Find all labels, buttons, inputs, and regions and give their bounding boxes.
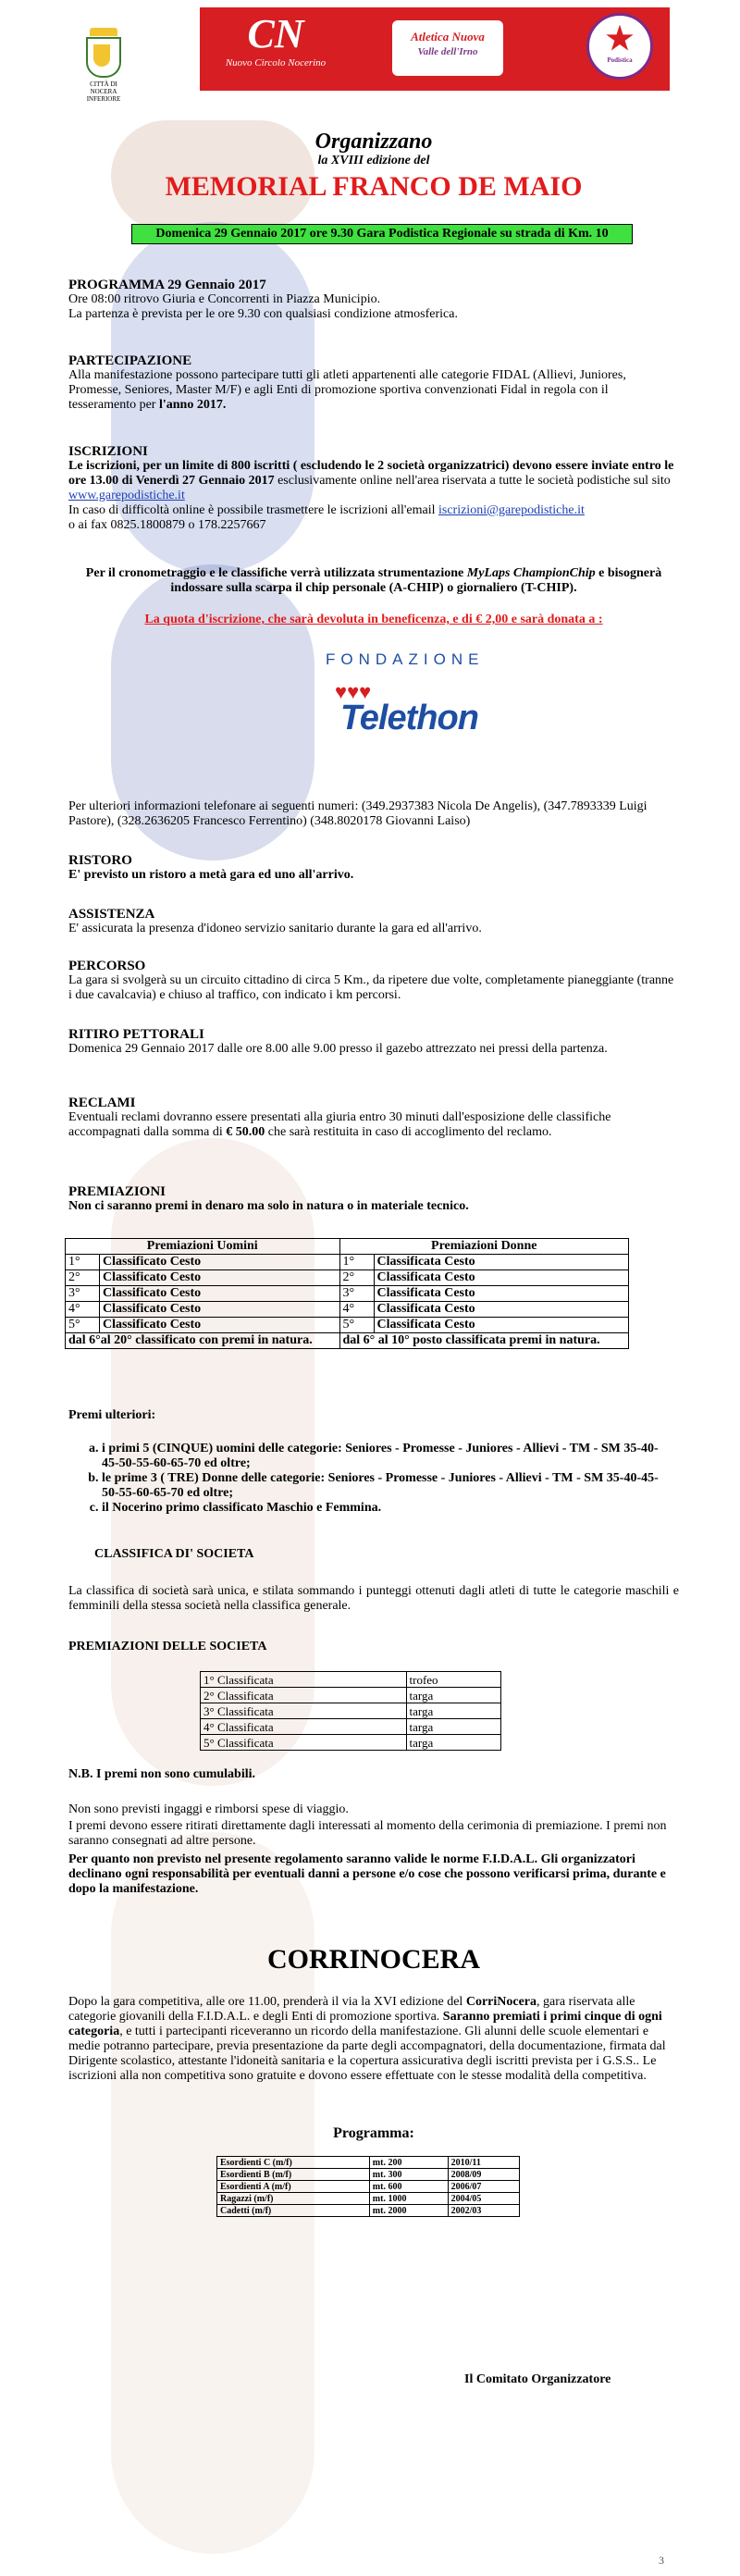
categoria: Esordienti A (m/f): [217, 2181, 370, 2193]
corrinocera-text: [68, 1995, 679, 2084]
reclami-text1: Eventuali reclami dovranno essere presentati alla giuria entro 30 minuti dall'esposizione delle classifiche accompagnati dalla somma di: [68, 1110, 611, 1139]
memorial-title: MEMORIAL FRANCO DE MAIO: [165, 171, 583, 202]
list-item: b. le prime 3 ( TRE) Donne delle categorie: Seniores - Promesse - Juniores - Allievi - TM - SM 35-40-45-50-55-60-65-70 ed oltre;: [102, 1471, 660, 1501]
programma-line2: La partenza è prevista per le ore 9.30 con qualsiasi condizione atmosferica.: [68, 307, 458, 321]
classifica-text: La classifica di società sarà unica, e stilata sommando i punteggi ottenuti dagli atleti di tutte le categorie maschili e femminili della stessa società nella classifica generale.: [68, 1584, 679, 1613]
list-item: a. i primi 5 (CINQUE) uomini delle categorie: Seniores - Promesse - Juniores - Allievi - TM - SM 35-40-45-50-55-60-65-70 ed oltre;: [102, 1442, 660, 1471]
ristoro-text: E' previsto un ristoro a metà gara ed uno all'arrivo.: [68, 868, 354, 882]
ritiro-heading: RITIRO PETTORALI: [68, 1027, 204, 1042]
iscrizioni-section: [68, 444, 679, 533]
distanza: mt. 1000: [369, 2193, 448, 2205]
table-row: [66, 1286, 629, 1302]
percorso-heading: PERCORSO: [68, 959, 146, 973]
corrinocera-title: CORRINOCERA: [266, 1944, 480, 1975]
distanza: mt. 200: [369, 2157, 448, 2169]
comune-name: CITTÀ DI NOCERA INFERIORE: [86, 80, 121, 103]
shield-icon: [86, 37, 121, 78]
pos-uomini: 4°: [66, 1302, 100, 1318]
pos-uomini: 5°: [66, 1318, 100, 1333]
reclami-section: [68, 1096, 679, 1140]
iscrizioni-text1: esclusivamente online nell'area riservata a tutte le società podistiche sul sito: [278, 474, 671, 488]
atletica-logo-line2: Valle dell'Irno: [417, 46, 478, 57]
categoria: Esordienti B (m/f): [217, 2169, 370, 2181]
table-row: [201, 1719, 501, 1735]
col-header-donne: Premiazioni Donne: [339, 1239, 629, 1255]
societa-pos: 2° Classificata: [201, 1688, 407, 1703]
partecipazione-text: Alla manifestazione possono partecipare tutti gli atleti appartenenti alle categorie FIDAL (Allievi, Juniores, Promesse, Seniores, Master M/F) e agli Enti di promozione sportiva convenzionati Fidal in regola con il tesseramento per: [68, 368, 626, 412]
iscrizioni-heading: ISCRIZIONI: [68, 444, 148, 459]
table-row: [66, 1318, 629, 1333]
programma-line1: Ore 08:00 ritrovo Giuria e Concorrenti in Piazza Municipio.: [68, 292, 381, 306]
partecipazione-year: l'anno 2017.: [158, 398, 227, 412]
quota-notice: La quota d'iscrizione, che sarà devoluta in beneficenza, e di € 2,00 e sarà donata a :: [144, 613, 603, 626]
partecipazione-section: [68, 353, 679, 413]
premi-natura-uomini: dal 6°al 20° classificato con premi in natura.: [66, 1333, 340, 1349]
premio-uomini: Classificato Cesto: [100, 1302, 340, 1318]
race-date-highlight: Domenica 29 Gennaio 2017 ore 9.30 Gara Podistica Regionale su strada di Km. 10: [131, 224, 633, 244]
contatti-text: Per ulteriori informazioni telefonare ai seguenti numeri: (349.2937383 Nicola De Angelis), (347.7893339 Luigi Pastore), (328.2636205 Francesco Ferrentino) (348.8020178 Giovanni Laiso): [68, 799, 648, 828]
categoria: Cadetti (m/f): [217, 2205, 370, 2217]
societa-pos: 3° Classificata: [201, 1703, 407, 1719]
comitato-signature: Il Comitato Organizzatore: [464, 2372, 611, 2386]
distanza: mt. 300: [369, 2169, 448, 2181]
cronometraggio-text1: Per il cronometraggio e le classifiche verrà utilizzata strumentazione: [85, 566, 464, 580]
note-text2: I premi devono essere ritirati direttamente dagli interessati al momento della cerimonia di premiazione. I premi non saranno consegnati ad altre persone.: [68, 1819, 667, 1848]
note-regolamento: Per quanto non previsto nel presente regolamento saranno valide le norme F.I.D.A.L. Gli organizzatori declinano ogni responsabilità per eventuali danni a persone e/o cose che possono verificarsi prima, durante e dopo la manifestazione.: [68, 1852, 666, 1896]
ritiro-section: [68, 1027, 679, 1057]
iscrizioni-deadline: Le iscrizioni, per un limite di 800 iscritti ( escludendo le 2 società organizzatrici) devono essere inviate entro le ore 13.00 di Venerdì 27 Gennaio 2017: [68, 459, 674, 488]
premio-donne: Classificata Cesto: [374, 1270, 629, 1286]
corrinocera-programma-table: [216, 2156, 520, 2217]
corrinocera-programma-heading: Programma:: [333, 2125, 414, 2141]
mylaps-brand: MyLaps ChampionChip: [466, 566, 596, 580]
programma-heading: PROGRAMMA 29 Gennaio 2017: [68, 278, 266, 292]
categoria: Ragazzi (m/f): [217, 2193, 370, 2205]
fondazione-label: FONDAZIONE: [326, 650, 485, 668]
organizzano-heading: Organizzano: [314, 130, 433, 154]
table-row: [217, 2157, 520, 2169]
table-row: [217, 2193, 520, 2205]
societa-pos: 1° Classificata: [201, 1672, 407, 1688]
club-logo: [211, 11, 340, 85]
garepodistiche-link[interactable]: www.garepodistiche.it: [68, 489, 185, 502]
col-header-uomini: Premiazioni Uomini: [66, 1239, 340, 1255]
atletica-logo: [392, 20, 503, 76]
ristoro-heading: RISTORO: [68, 853, 132, 868]
pos-uomini: 3°: [66, 1286, 100, 1302]
ristoro-section: [68, 853, 679, 883]
star-icon: ★: [605, 22, 635, 56]
societa-pos: 4° Classificata: [201, 1719, 407, 1735]
table-row: [201, 1703, 501, 1719]
anni: 2002/03: [448, 2205, 519, 2217]
nb-not-cumulabili: N.B. I premi non sono cumulabili.: [68, 1767, 256, 1781]
comune-crest: [81, 28, 126, 103]
premio-donne: Classificata Cesto: [374, 1286, 629, 1302]
podistica-logo: [586, 13, 653, 80]
crown-icon: [90, 28, 117, 36]
table-row: [66, 1302, 629, 1318]
anni: 2004/05: [448, 2193, 519, 2205]
pos-donne: 1°: [339, 1255, 374, 1270]
programma-section: [68, 278, 679, 322]
premiazioni-subheading: Non ci saranno premi in denaro ma solo in natura o in materiale tecnico.: [68, 1199, 469, 1213]
corrinocera-text1: Dopo la gara competitiva, alle ore 11.00, prenderà il via la XVI edizione del: [68, 1995, 463, 2009]
page-number: 3: [659, 2554, 664, 2567]
table-row: [217, 2205, 520, 2217]
table-row: [201, 1735, 501, 1751]
percorso-text: La gara si svolgerà su un circuito cittadino di circa 5 Km., da ripetere due volte, completamente pianeggiante (tranne i due cavalcavia) e chiuso al traffico, con indicato i km percorsi.: [68, 973, 674, 1002]
reclami-amount: € 50.00: [226, 1125, 265, 1139]
note-text1: Non sono previsti ingaggi e rimborsi spese di viaggio.: [68, 1802, 349, 1816]
table-row: [217, 2169, 520, 2181]
table-row: [201, 1688, 501, 1703]
club-logo-mark: CN: [247, 11, 304, 56]
table-row: [201, 1672, 501, 1688]
anni: 2006/07: [448, 2181, 519, 2193]
societa-pos: 5° Classificata: [201, 1735, 407, 1751]
cronometraggio-section: [68, 566, 679, 596]
societa-premio: targa: [406, 1735, 500, 1751]
premi-natura-donne: dal 6° al 10° posto classificata premi in natura.: [339, 1333, 629, 1349]
pos-donne: 3°: [339, 1286, 374, 1302]
corrinocera-name: CorriNocera: [465, 1995, 537, 2009]
premiazioni-section: [68, 1184, 679, 1214]
pos-uomini: 2°: [66, 1270, 100, 1286]
societa-premio: targa: [406, 1719, 500, 1735]
table-header-row: [66, 1239, 629, 1255]
premio-uomini: Classificato Cesto: [100, 1318, 340, 1333]
premio-uomini: Classificato Cesto: [100, 1286, 340, 1302]
telethon-wordmark: Telethon: [340, 699, 478, 737]
assistenza-section: [68, 907, 679, 936]
iscrizioni-fax: o ai fax 0825.1800879 o 178.2257667: [68, 518, 266, 532]
club-name: Nuovo Circolo Nocerino: [225, 57, 327, 68]
premiazioni-heading: PREMIAZIONI: [68, 1184, 166, 1199]
list-item: c. il Nocerino primo classificato Maschio e Femmina.: [102, 1501, 660, 1516]
anni: 2008/09: [448, 2169, 519, 2181]
distanza: mt. 600: [369, 2181, 448, 2193]
premi-ulteriori-list: [68, 1442, 660, 1516]
table-row: [66, 1333, 629, 1349]
premio-donne: Classificata Cesto: [374, 1318, 629, 1333]
table-row: [66, 1255, 629, 1270]
premio-uomini: Classificato Cesto: [100, 1255, 340, 1270]
distanza: mt. 2000: [369, 2205, 448, 2217]
iscrizioni-email-link[interactable]: iscrizioni@garepodistiche.it: [438, 503, 585, 517]
pos-uomini: 1°: [66, 1255, 100, 1270]
ritiro-text: Domenica 29 Gennaio 2017 dalle ore 8.00 alle 9.00 presso il gazebo attrezzato nei pressi della partenza.: [68, 1042, 608, 1056]
premiazioni-societa-table: [200, 1671, 501, 1751]
pos-donne: 4°: [339, 1302, 374, 1318]
edizione-heading: la XVIII edizione del: [317, 154, 430, 167]
table-row: [66, 1270, 629, 1286]
societa-premio: trofeo: [406, 1672, 500, 1688]
corrinocera-premiati: Saranno premiati i primi cinque di ogni categoria: [68, 2010, 662, 2038]
premio-donne: Classificata Cesto: [374, 1302, 629, 1318]
telethon-hearts-icon: ♥♥♥: [335, 680, 372, 703]
categoria: Esordienti C (m/f): [217, 2157, 370, 2169]
partecipazione-heading: PARTECIPAZIONE: [68, 353, 192, 368]
iscrizioni-text2: In caso di difficoltà online è possibile trasmettere le iscrizioni all'email: [68, 503, 436, 517]
assistenza-text: E' assicurata la presenza d'idoneo servizio sanitario durante la gara ed all'arrivo.: [68, 922, 482, 935]
reclami-text2: che sarà restituita in caso di accoglimento del reclamo.: [267, 1125, 552, 1139]
societa-premio: targa: [406, 1703, 500, 1719]
premi-ulteriori-heading: Premi ulteriori:: [68, 1408, 156, 1422]
podistica-logo-text: Podistica: [607, 56, 633, 64]
classifica-heading: CLASSIFICA DI' SOCIETA: [94, 1547, 254, 1561]
atletica-logo-line1: Atletica Nuova: [411, 30, 485, 43]
cronometraggio-text2: e bisognerà indossare sulla scarpa il chip personale (A-CHIP) o giornaliero (T-CHIP).: [170, 566, 662, 595]
corrinocera-text3: , e tutti i partecipanti riceveranno un ricordo della manifestazione. Gli alunni delle scuole elementari e medie potranno partecipare, previa presentazione da parte degli accompagnatori, della documentazione, firmata dal Dirigente scolastico, attestante l'idoneità sanitaria e la copertura assicurativa degli iscritti prevista per i G.S.S.. Le iscrizioni alla non competitiva sono gratuite e dovono essere effettuate con le stesse modalità della competitiva.: [68, 2025, 666, 2083]
reclami-heading: RECLAMI: [68, 1096, 136, 1110]
assistenza-heading: ASSISTENZA: [68, 907, 155, 922]
premio-uomini: Classificato Cesto: [100, 1270, 340, 1286]
pos-donne: 2°: [339, 1270, 374, 1286]
anni: 2010/11: [448, 2157, 519, 2169]
corrinocera-text2: , gara riservata alle categorie giovanili della F.I.D.A.L. e degli Enti di promozione sportiva.: [68, 1995, 635, 2024]
societa-premio: targa: [406, 1688, 500, 1703]
table-row: [217, 2181, 520, 2193]
premiazioni-societa-heading: PREMIAZIONI DELLE SOCIETA: [68, 1640, 267, 1653]
premiazioni-table: [65, 1238, 629, 1349]
premio-donne: Classificata Cesto: [374, 1255, 629, 1270]
percorso-section: [68, 959, 679, 1003]
pos-donne: 5°: [339, 1318, 374, 1333]
telethon-logo: [335, 680, 483, 747]
